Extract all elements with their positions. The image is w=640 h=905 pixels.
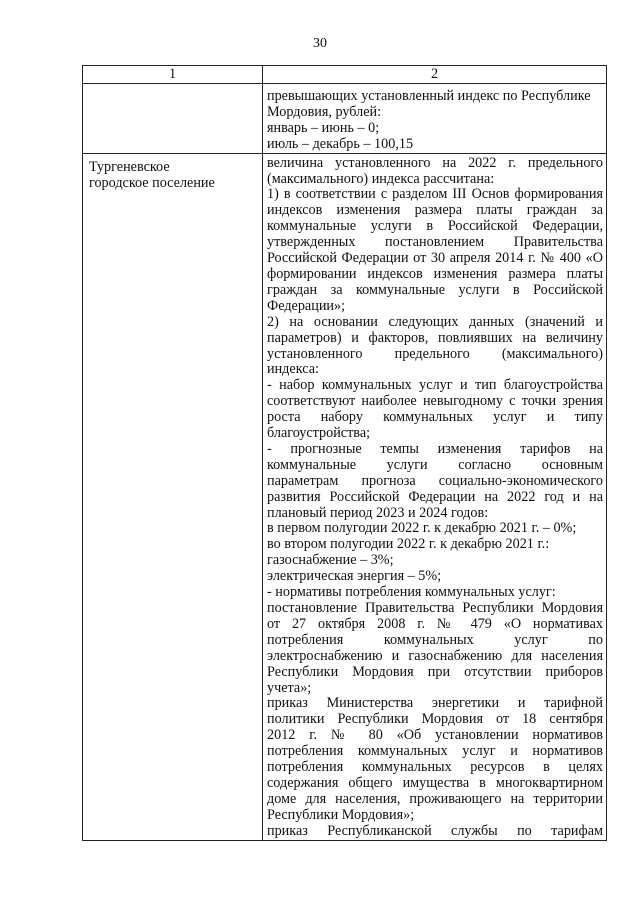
text-line: учета»; xyxy=(267,679,312,696)
text-line: граждан за коммунальные услуги в Российской xyxy=(267,281,603,298)
text-line: - набор коммунальных услуг и тип благоустройства xyxy=(267,377,603,394)
column-header-2: 2 xyxy=(263,66,607,84)
text-line: 1) в соответствии с разделом III Основ формирования xyxy=(267,186,603,203)
text-line: параметрам прогноза социально-экономического xyxy=(267,472,603,489)
text-line: параметров) и факторов, повлиявших на величину xyxy=(267,329,603,346)
text-line: формировании индексов изменения размера платы xyxy=(267,265,603,282)
text-line: плановый период 2023 и 2024 годов: xyxy=(267,504,489,521)
text-line: от 27 октября 2008 г. № 479 «О нормативах xyxy=(267,615,603,632)
description-lines xyxy=(267,89,603,153)
text-line: потребления коммунальных услуг по xyxy=(267,631,603,648)
text-line: (максимального) индекса рассчитана: xyxy=(267,170,495,187)
text-line: индекса: xyxy=(267,361,319,378)
text-line: Республики Мордовия»; xyxy=(267,806,415,823)
text-line: содержания общего имущества в многоквартирном xyxy=(267,774,603,791)
text-line: - нормативы потребления коммунальных услуг: xyxy=(267,584,556,601)
text-line: - прогнозные темпы изменения тарифов на xyxy=(267,440,603,457)
settlement-cell-empty xyxy=(83,84,263,154)
table-header-row xyxy=(83,66,607,84)
text-line: коммунальные услуги в Российской Федерации, xyxy=(267,218,603,235)
text-line: величина установленного на 2022 г. предельного xyxy=(267,154,603,171)
page-number: 30 xyxy=(313,36,327,51)
text-line: электрическая энергия – 5%; xyxy=(267,568,442,585)
text-line: Федерации»; xyxy=(267,297,346,314)
text-line: превышающих установленный индекс по Республике xyxy=(267,88,591,104)
table-row xyxy=(83,84,607,154)
text-line: потребления коммунальных услуг и нормативов xyxy=(267,743,603,760)
text-line: газоснабжение – 3%; xyxy=(267,552,394,569)
text-line: приказ Министерства энергетики и тарифной xyxy=(267,695,603,712)
text-line: развития Российской Федерации на 2022 год и на xyxy=(267,488,603,505)
text-line: январь – июнь – 0; xyxy=(267,119,380,136)
text-line: индексов изменения размера платы граждан за xyxy=(267,202,603,219)
text-line: Мордовия, рублей: xyxy=(267,103,382,120)
text-line: во втором полугодии 2022 г. к декабрю 2021 г.: xyxy=(267,536,550,553)
description-cell xyxy=(263,153,607,840)
text-line: коммунальные услуги согласно основным xyxy=(267,456,603,473)
text-line: 2012 г. № 80 «Об установлении нормативов xyxy=(267,727,603,744)
text-line: 2) на основании следующих данных (значений и xyxy=(267,313,603,330)
text-line: электроснабжению и газоснабжению для населения xyxy=(267,647,603,664)
text-line: Российской Федерации от 30 апреля 2014 г. № 400 «О xyxy=(267,250,603,267)
text-line: приказ Республиканской службы по тарифам xyxy=(267,822,603,839)
description-cell xyxy=(263,84,607,154)
text-line: политики Республики Мордовия от 18 сентября xyxy=(267,711,603,728)
settlement-cell xyxy=(83,153,263,840)
text-line: утвержденных постановлением Правительства xyxy=(267,234,603,251)
settlement-name-line: Тургеневское xyxy=(89,158,170,175)
text-line: установленного предельного (максимального) xyxy=(267,345,603,362)
text-line: в первом полугодии 2022 г. к декабрю 2021 г. – 0%; xyxy=(267,520,577,537)
text-line: июль – декабрь – 100,15 xyxy=(267,135,414,152)
text-line: соответствуют наиболее невыгодному с точки зрения xyxy=(267,393,603,410)
text-line: доме для населения, проживающего на территории xyxy=(267,790,603,807)
text-line: благоустройства; xyxy=(267,425,371,442)
column-header-1: 1 xyxy=(83,66,263,84)
text-line: роста набору коммунальных услуг и типу xyxy=(267,409,603,426)
description-lines xyxy=(267,156,603,840)
text-line: потребления коммунальных ресурсов в целях xyxy=(267,759,603,776)
table-row xyxy=(83,153,607,840)
text-line: постановление Правительства Республики Мордовия xyxy=(267,600,603,616)
document-table xyxy=(82,65,607,841)
settlement-name-line: городское поселение xyxy=(89,174,215,191)
text-line: Республики Мордовия при отсутствии приборов xyxy=(267,663,603,680)
